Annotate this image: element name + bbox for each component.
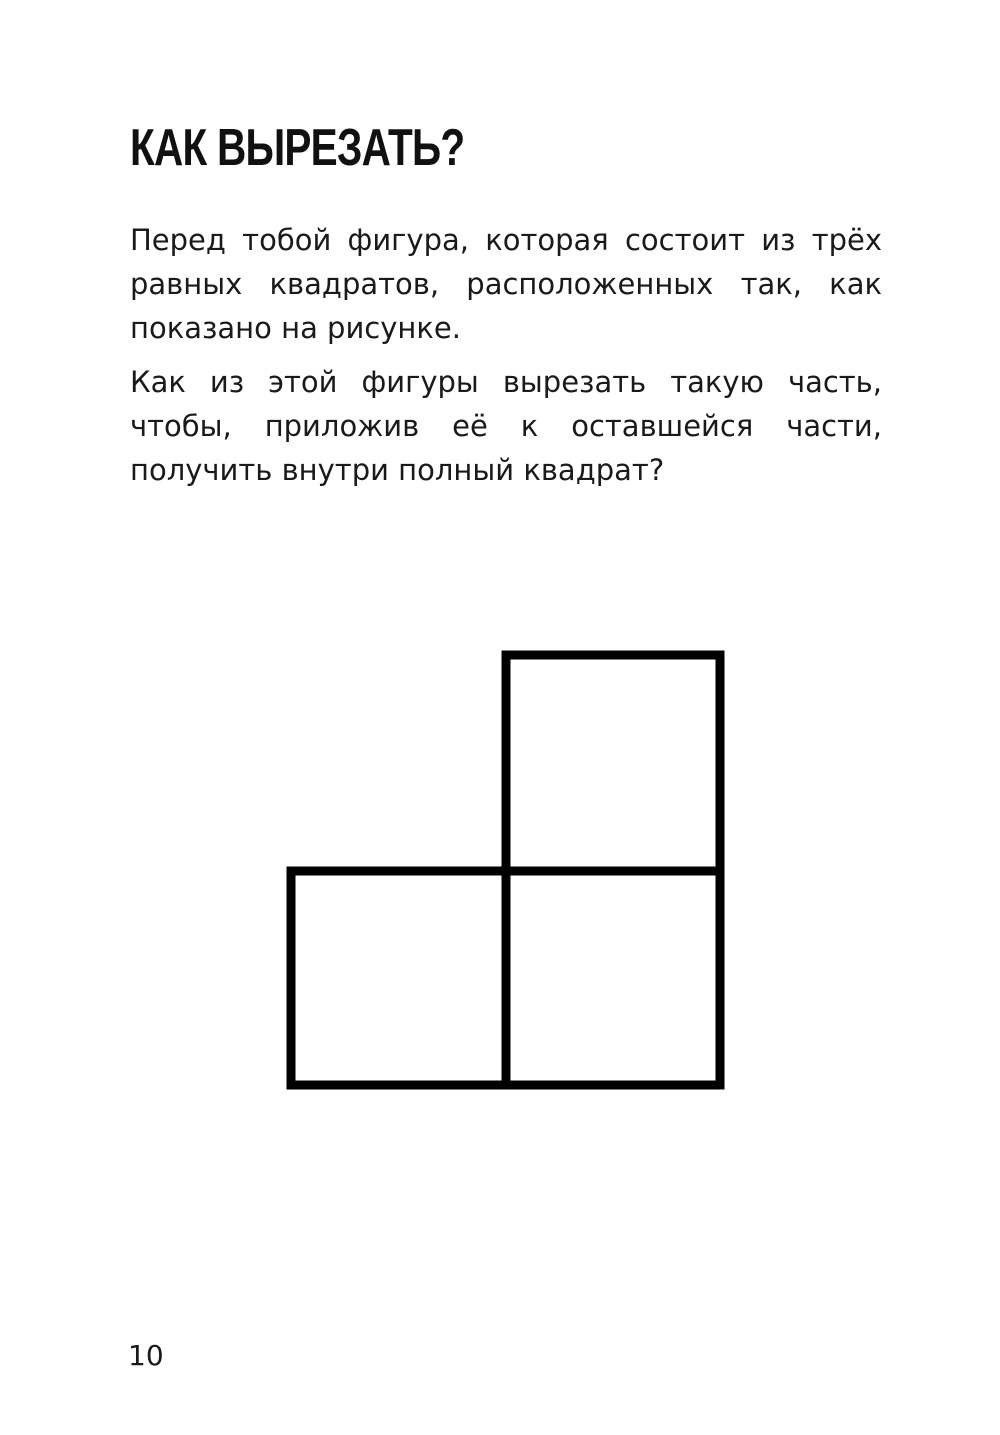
square-bottom-left	[291, 871, 506, 1085]
paragraph-intro: Перед тобой фигура, которая состоит из трёх равных квадратов, расположенных так, как показано на рисунке.	[130, 223, 882, 345]
three-squares-figure	[286, 650, 728, 1092]
page-number: 10	[128, 1339, 164, 1372]
square-top-right	[506, 655, 720, 871]
puzzle-text	[130, 218, 882, 502]
paragraph-question: Как из этой фигуры вырезать такую часть, чтобы, приложив её к оставшейся части, получить внутри полный квадрат?	[130, 365, 882, 487]
square-bottom-right	[506, 871, 720, 1085]
page-title: КАК ВЫРЕЗАТЬ?	[130, 119, 465, 177]
